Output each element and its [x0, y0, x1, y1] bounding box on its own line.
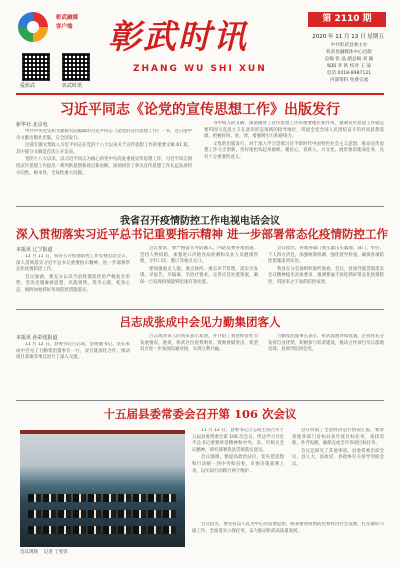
client-line2: 客户端: [56, 24, 73, 30]
section-divider: [16, 309, 384, 310]
photo-caption-text: 会议现场: [20, 550, 38, 555]
paragraph: 中共中央党史和文献研究院编辑的习近平同志《论党的宣传思想工作》一书，近日由中央文献出版社出版，在全国发行。: [16, 129, 192, 141]
qr-label-right: 彰武时讯: [62, 83, 83, 89]
article1-headline[interactable]: 习近平同志《论党的宣传思想工作》出版发行: [60, 102, 340, 118]
paragraph: 吕志成对客人的到来表示欢迎，并介绍了我县经济社会发展情况。他说，彰武区位优势明显、资源禀赋突出，希望双方进一步加强沟通对接，实现互利共赢。: [140, 334, 258, 353]
qr-code-icon[interactable]: [22, 53, 50, 81]
article4-body-bottom: [192, 522, 384, 562]
qr-code-icon[interactable]: [62, 53, 90, 81]
publisher-info: [306, 42, 392, 84]
masthead-divider: [16, 93, 384, 95]
photo-seat-row: [28, 526, 178, 534]
article1-body-right: [204, 121, 384, 201]
publisher-line: 彰武县融媒体中心出版: [326, 50, 372, 55]
paragraph: 我县在分会场组织收听收看。会后，县领导就贯彻落实会议精神提出具体要求，强调要毫不放松抓好常态化疫情防控，巩固来之不易的防控成果。: [268, 266, 384, 285]
paragraph: 11 月 12 日，县委书记吕志成，县委副书记、县长张成中会见了力勤集团董事长一行，双方就深化合作、推动项目落地等事宜进行了深入交流。: [16, 342, 130, 361]
publisher-line: 总编 张 晶 副总编 刘 颖: [324, 57, 374, 62]
article3-body-col3: [268, 334, 384, 394]
article2-body-col2: [140, 246, 258, 304]
client-label: [56, 14, 94, 32]
qr-label-left: 爱彰武: [20, 83, 36, 89]
publisher-line: 电话 0418-8987121: [326, 71, 372, 76]
article4-body-right: [292, 428, 384, 518]
paragraph: 会议还研究了其他事项。县委常委出席会议，县人大、县政府、县政协有关领导列席会议。: [292, 448, 384, 467]
article1-byline: 新华社 北京电: [16, 122, 48, 128]
article2-headline[interactable]: 深入贯彻落实习近平总书记重要指示精神 进一步部署常态化疫情防控工作: [16, 227, 388, 241]
paragraph: 文集的出版发行，对于深入学习贯彻习近平新时代中国特色社会主义思想，推动宣传思想工作守正创新，更好地担负起举旗帜、聚民心、育新人、兴文化、展形象的使命任务，具有十分重要的意义。: [204, 141, 384, 160]
article4-headline[interactable]: 十五届县委常委会召开第 106 次会议: [103, 407, 297, 421]
article3-body-col2: [140, 334, 258, 394]
paragraph: 会议强调，要提高政治站位，切实把思想和行动统一到中央和省委、市委决策部署上来，以实际行动践行两个维护。: [192, 455, 284, 474]
meeting-photo[interactable]: [20, 430, 185, 547]
article4-body-mid: [192, 428, 284, 518]
client-line1: 彰武融媒: [56, 15, 79, 21]
photo-seat-row: [28, 494, 178, 502]
photo-caption: [20, 549, 185, 555]
paragraph: 会议指出，各地各部门要压紧压实属地、部门、单位、个人四方责任，加强统筹协调，强化督导检查，确保各项防控措施落到实处。: [268, 246, 384, 265]
section-divider: [16, 400, 384, 401]
article2-byline: 本报讯 辽宁报道: [16, 247, 53, 253]
photo-banner: [20, 430, 185, 434]
article4-byline: 记者 丁宪荣: [43, 550, 68, 555]
paragraph: 会议强调，要充分认识当前疫情防控的严峻复杂形势，坚决克服麻痹思想、厌战情绪、侥幸心理、松劲心态，慎终如始抓好各项防控措施落实。: [16, 274, 130, 293]
article2-body-col1: [16, 254, 130, 304]
masthead-pinyin: ZHANG WU SHI XUN: [133, 64, 267, 74]
paragraph: 会议听取了全县经济运行情况汇报，要求各地各部门对标对表年度目标任务，查找差距，补齐短板，确保完成全年各项目标任务。: [292, 428, 384, 447]
section-divider: [16, 206, 384, 207]
app-logo-icon[interactable]: [18, 12, 48, 42]
article3-body-col1: [16, 342, 130, 394]
article1-body-left: [16, 129, 192, 201]
article2-kicker: 我省召开疫情防控工作电视电话会议: [120, 216, 280, 227]
issue-number-badge: 第 2110 期: [308, 12, 386, 27]
article3-headline[interactable]: 吕志成张成中会见力勤集团客人: [119, 315, 281, 329]
paragraph: 书中收入的文稿，深刻阐述了宣传思想工作的重要地位和作用，强调宣传思想工作就是要巩固马克思主义在意识形态领域的指导地位，巩固全党全国人民团结奋斗的共同思想基础，把握好时、度、效，增强吸引力和感染力。: [204, 121, 384, 140]
issue-date: 2020 年 11 月 13 日 星期五: [312, 34, 384, 40]
masthead-title: 彰武时讯: [108, 17, 248, 56]
paragraph: 11 月 11 日，我省召开疫情防控工作电视电话会议，深入贯彻落实习近平总书记重要指示精神，进一步部署常态化疫情防控工作。: [16, 254, 130, 273]
publisher-line: 中共彰武县委主办: [330, 43, 368, 48]
article2-body-col3: [268, 246, 384, 304]
paragraph: 会议指出，要坚持以人民为中心的发展思想，统筹推进疫情防控和经济社会发展，扎实做好六稳工作、全面落实六保任务，奋力推动彰武高质量发展。: [192, 522, 384, 534]
paragraph: 11 月 12 日，县委书记吕志成主持召开十五届县委常委会第 106 次会议，传达学习习近平总书记重要讲话精神和中央、省、市相关会议精神，研究部署我县贯彻落实意见。: [192, 428, 284, 453]
paragraph: 这部专题文集收入习近平同志在党的十八大以来关于宣传思想工作的重要文稿 61 篇，其中部分文稿是首次公开发表。: [16, 143, 192, 155]
publisher-line: 内部资料 免费交流: [329, 78, 369, 83]
article3-byline: 本报讯 孙彩莲报道: [16, 335, 58, 341]
paragraph: 会议要求，要严格落实外防输入、内防反弹各项措施，坚持人物同防，加强进口冷链食品检测和从业人员健康管理，守好口岸、港口等重点关口。: [140, 246, 258, 265]
paragraph: 力勤集团董事长表示，彰武发展环境优越，企业将充分发挥自身优势，积极参与彰武建设，推动合作项目早日落地见效。县领导陪同会见。: [268, 334, 384, 353]
publisher-line: 编辑 李 新 校对 王 迪: [326, 64, 372, 69]
paragraph: 党的十八大以来，以习近平同志为核心的党中央高度重视宣传思想工作，习近平同志围绕宣传思想工作提出一系列新思想新观点新论断，深刻回答了事关宣传思想工作长远发展的方向性、根本性、全局性重大问题。: [16, 157, 192, 176]
photo-seat-row: [28, 510, 178, 518]
paragraph: 要加强重点人群、重点场所、重点环节管理，落实早发现、早报告、早隔离、早治疗要求，完善应急处置预案，确保一旦发现疫情能够迅速有效处置。: [140, 266, 258, 285]
